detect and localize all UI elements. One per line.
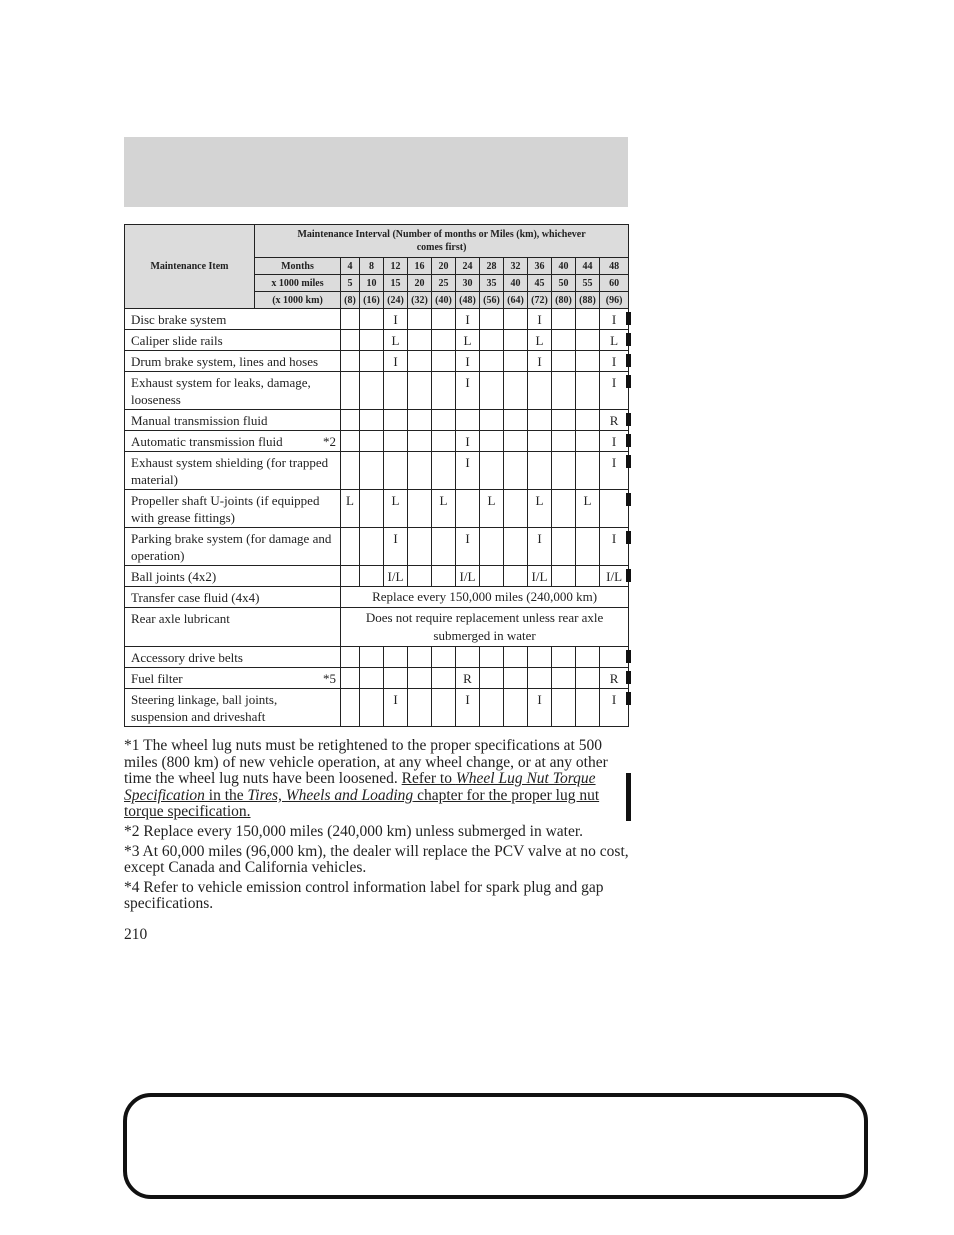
interval-cell — [408, 647, 432, 668]
interval-cell — [552, 647, 576, 668]
months-value: 12 — [384, 258, 408, 275]
maintenance-schedule-table — [124, 224, 629, 727]
revision-bar — [626, 375, 631, 388]
months-value: 32 — [504, 258, 528, 275]
interval-cell: L — [480, 490, 504, 528]
interval-cell: L — [456, 330, 480, 351]
interval-cell — [384, 647, 408, 668]
interval-cell: I — [528, 528, 552, 566]
interval-cell: L — [528, 330, 552, 351]
km-value: (40) — [432, 292, 456, 309]
revision-bar — [626, 493, 631, 506]
interval-cell — [360, 410, 384, 431]
table-row — [125, 452, 629, 490]
km-value: (8) — [341, 292, 360, 309]
footnote-ref: *2 — [323, 434, 336, 449]
km-value: (80) — [552, 292, 576, 309]
interval-cell: I — [456, 431, 480, 452]
interval-cell — [341, 452, 360, 490]
table-row — [125, 528, 629, 566]
interval-cell — [360, 647, 384, 668]
interval-cell — [432, 330, 456, 351]
interval-cell — [504, 351, 528, 372]
maintenance-item-name: Exhaust system shielding (for trapped material) — [125, 452, 341, 490]
table-row — [125, 608, 629, 647]
interval-cell: I — [528, 689, 552, 727]
revision-bar — [626, 671, 631, 684]
interval-cell — [341, 668, 360, 689]
miles-value: 45 — [528, 275, 552, 292]
interval-cell — [504, 431, 528, 452]
interval-cell: L — [384, 490, 408, 528]
section-header-band — [124, 137, 628, 207]
interval-note-cell: Does not require replacement unless rear axle submerged in water — [341, 608, 629, 647]
table-row — [125, 689, 629, 727]
interval-cell — [552, 689, 576, 727]
interval-cell — [384, 372, 408, 410]
miles-value: 20 — [408, 275, 432, 292]
interval-cell — [552, 452, 576, 490]
maintenance-item-header: Maintenance Item — [125, 225, 255, 309]
interval-cell — [504, 490, 528, 528]
interval-cell — [408, 351, 432, 372]
miles-value: 60 — [600, 275, 629, 292]
interval-cell — [408, 490, 432, 528]
interval-cell — [341, 351, 360, 372]
miles-value: 5 — [341, 275, 360, 292]
interval-cell: L — [576, 490, 600, 528]
interval-cell — [576, 566, 600, 587]
interval-cell — [360, 668, 384, 689]
maintenance-item-name: Parking brake system (for damage and operation) — [125, 528, 341, 566]
km-value: (88) — [576, 292, 600, 309]
interval-cell: I/L — [528, 566, 552, 587]
km-label: (x 1000 km) — [255, 292, 341, 309]
revision-bar — [626, 434, 631, 447]
interval-cell — [504, 410, 528, 431]
interval-cell — [341, 410, 360, 431]
interval-cell: I — [456, 372, 480, 410]
km-value: (72) — [528, 292, 552, 309]
interval-cell — [552, 431, 576, 452]
interval-cell: I — [528, 351, 552, 372]
interval-cell — [408, 372, 432, 410]
interval-cell — [480, 668, 504, 689]
interval-cell: L — [341, 490, 360, 528]
interval-cell — [552, 351, 576, 372]
maintenance-item-name: *2 Automatic transmission fluid — [125, 431, 341, 452]
revision-bar — [626, 569, 631, 582]
interval-cell — [528, 372, 552, 410]
table-row — [125, 566, 629, 587]
miles-value: 25 — [432, 275, 456, 292]
km-value: (96) — [600, 292, 629, 309]
interval-cell: I — [384, 689, 408, 727]
interval-cell — [341, 689, 360, 727]
interval-cell: R — [456, 668, 480, 689]
months-label: Months — [255, 258, 341, 275]
interval-cell — [576, 309, 600, 330]
interval-cell — [384, 410, 408, 431]
interval-title-header: Maintenance Interval (Number of months or Miles (km), whichever comes first) — [255, 225, 629, 258]
page-number: 210 — [124, 926, 148, 943]
footnote-4: *4 Refer to vehicle emission control information label for spark plug and gap specifications. — [124, 878, 604, 913]
interval-cell — [384, 668, 408, 689]
table-row — [125, 410, 629, 431]
interval-cell — [360, 351, 384, 372]
revision-bar — [626, 650, 631, 663]
wheel-lug-nut-reference[interactable]: Refer to Wheel Lug Nut Torque Specification in the Tires, Wheels and Loading chapter for the proper lug nut torque specification. — [124, 770, 600, 821]
interval-cell — [408, 330, 432, 351]
maintenance-item-name: Ball joints (4x2) — [125, 566, 341, 587]
maintenance-item-name: *5 Fuel filter — [125, 668, 341, 689]
interval-cell — [504, 668, 528, 689]
revision-bar — [626, 455, 631, 468]
interval-cell — [480, 528, 504, 566]
interval-cell — [504, 528, 528, 566]
interval-cell — [408, 566, 432, 587]
revision-bar — [626, 354, 631, 367]
interval-cell: R — [600, 410, 629, 431]
miles-value: 50 — [552, 275, 576, 292]
interval-cell — [341, 372, 360, 410]
interval-cell — [480, 566, 504, 587]
miles-value: 55 — [576, 275, 600, 292]
maintenance-item-name: Steering linkage, ball joints, suspension and driveshaft — [125, 689, 341, 727]
interval-cell: I/L — [384, 566, 408, 587]
interval-cell — [360, 528, 384, 566]
months-value: 36 — [528, 258, 552, 275]
interval-cell — [408, 309, 432, 330]
interval-cell — [504, 452, 528, 490]
interval-cell — [552, 372, 576, 410]
interval-cell — [480, 410, 504, 431]
interval-note-cell: Replace every 150,000 miles (240,000 km) — [341, 587, 629, 608]
table-row — [125, 351, 629, 372]
interval-cell — [504, 647, 528, 668]
interval-cell — [528, 410, 552, 431]
interval-cell — [480, 351, 504, 372]
footnotes — [124, 738, 630, 916]
footer-rounded-box — [123, 1093, 868, 1199]
interval-cell: L — [384, 330, 408, 351]
interval-cell — [456, 490, 480, 528]
interval-cell — [576, 372, 600, 410]
interval-cell — [432, 566, 456, 587]
revision-bar — [626, 312, 631, 325]
interval-cell — [480, 647, 504, 668]
miles-value: 40 — [504, 275, 528, 292]
footnote-3: *3 At 60,000 miles (96,000 km), the dealer will replace the PCV valve at no cost, except Canada and California vehicles. — [124, 842, 629, 877]
interval-cell — [504, 372, 528, 410]
interval-cell — [576, 410, 600, 431]
interval-cell — [552, 528, 576, 566]
revision-bar — [626, 531, 631, 544]
interval-cell — [360, 452, 384, 490]
interval-cell — [360, 490, 384, 528]
interval-cell — [576, 351, 600, 372]
interval-cell: I — [456, 689, 480, 727]
interval-cell: I — [384, 309, 408, 330]
interval-cell — [480, 431, 504, 452]
interval-cell — [552, 490, 576, 528]
interval-cell — [408, 431, 432, 452]
interval-cell — [384, 431, 408, 452]
maintenance-item-name: Exhaust system for leaks, damage, looseness — [125, 372, 341, 410]
interval-cell — [408, 410, 432, 431]
interval-cell — [480, 689, 504, 727]
interval-cell — [408, 689, 432, 727]
interval-cell: I — [456, 528, 480, 566]
interval-cell — [432, 452, 456, 490]
table-row — [125, 309, 629, 330]
interval-cell — [576, 528, 600, 566]
interval-cell — [432, 689, 456, 727]
interval-cell — [341, 431, 360, 452]
km-value: (32) — [408, 292, 432, 309]
interval-cell — [528, 452, 552, 490]
interval-cell: I — [456, 309, 480, 330]
interval-cell — [432, 351, 456, 372]
months-value: 4 — [341, 258, 360, 275]
interval-cell — [576, 689, 600, 727]
interval-cell: I — [600, 431, 629, 452]
interval-cell: I — [600, 372, 629, 410]
km-value: (64) — [504, 292, 528, 309]
maintenance-item-name: Manual transmission fluid — [125, 410, 341, 431]
interval-cell — [360, 372, 384, 410]
interval-cell — [360, 330, 384, 351]
interval-cell — [360, 689, 384, 727]
maintenance-item-name: Rear axle lubricant — [125, 608, 341, 647]
maintenance-item-name: Propeller shaft U-joints (if equipped with grease fittings) — [125, 490, 341, 528]
interval-cell — [576, 431, 600, 452]
revision-bar — [626, 333, 631, 346]
interval-cell — [480, 330, 504, 351]
interval-cell: I — [528, 309, 552, 330]
interval-cell — [432, 431, 456, 452]
table-row — [125, 330, 629, 351]
table-row — [125, 668, 629, 689]
interval-cell: I — [600, 528, 629, 566]
interval-cell — [528, 431, 552, 452]
interval-cell — [528, 668, 552, 689]
interval-cell — [341, 330, 360, 351]
interval-cell: L — [432, 490, 456, 528]
interval-cell: I — [600, 689, 629, 727]
interval-cell — [360, 431, 384, 452]
km-value: (24) — [384, 292, 408, 309]
interval-cell — [576, 452, 600, 490]
maintenance-item-name: Caliper slide rails — [125, 330, 341, 351]
maintenance-item-name: Transfer case fluid (4x4) — [125, 587, 341, 608]
interval-cell — [432, 372, 456, 410]
miles-value: 10 — [360, 275, 384, 292]
interval-cell — [456, 410, 480, 431]
km-value: (48) — [456, 292, 480, 309]
interval-cell — [576, 647, 600, 668]
interval-cell — [432, 647, 456, 668]
interval-cell — [384, 452, 408, 490]
interval-cell: L — [600, 330, 629, 351]
interval-cell: I/L — [456, 566, 480, 587]
months-value: 48 — [600, 258, 629, 275]
interval-cell — [504, 689, 528, 727]
table-row — [125, 490, 629, 528]
interval-cell: I — [456, 351, 480, 372]
months-value: 20 — [432, 258, 456, 275]
footnote-1: *1 The wheel lug nuts must be retightened to the proper specifications at 500 miles (800 km) of new vehicle operation, at any wheel change, or at any other time the wheel lug nuts have been loosened. Refer to Wheel Lug Nut Torque Specification in the Tires, Wheels and Loading chapter for the proper lug nut torque specification. — [124, 737, 608, 821]
revision-bar — [626, 413, 631, 426]
table-row — [125, 587, 629, 608]
interval-cell — [432, 309, 456, 330]
interval-cell — [576, 330, 600, 351]
revision-bar — [626, 692, 631, 705]
interval-cell — [341, 647, 360, 668]
interval-cell — [552, 668, 576, 689]
interval-cell — [480, 372, 504, 410]
interval-cell: L — [528, 490, 552, 528]
interval-cell — [456, 647, 480, 668]
interval-cell — [341, 566, 360, 587]
km-value: (56) — [480, 292, 504, 309]
interval-cell — [432, 528, 456, 566]
interval-cell — [341, 309, 360, 330]
months-value: 40 — [552, 258, 576, 275]
interval-cell — [552, 309, 576, 330]
table-row — [125, 647, 629, 668]
interval-cell — [480, 309, 504, 330]
footnote-2: *2 Replace every 150,000 miles (240,000 km) unless submerged in water. — [124, 822, 584, 840]
months-value: 44 — [576, 258, 600, 275]
miles-value: 30 — [456, 275, 480, 292]
interval-cell: I — [456, 452, 480, 490]
interval-cell — [360, 566, 384, 587]
months-value: 24 — [456, 258, 480, 275]
interval-cell: R — [600, 668, 629, 689]
interval-cell — [432, 668, 456, 689]
months-value: 16 — [408, 258, 432, 275]
interval-cell — [504, 566, 528, 587]
interval-cell — [432, 410, 456, 431]
interval-cell: I/L — [600, 566, 629, 587]
interval-cell — [408, 528, 432, 566]
months-value: 28 — [480, 258, 504, 275]
interval-cell — [552, 410, 576, 431]
footnote-ref: *5 — [323, 671, 336, 686]
interval-cell — [528, 647, 552, 668]
interval-cell: I — [384, 351, 408, 372]
interval-cell — [504, 330, 528, 351]
interval-cell — [360, 309, 384, 330]
interval-cell — [341, 528, 360, 566]
interval-cell — [408, 668, 432, 689]
miles-value: 35 — [480, 275, 504, 292]
interval-cell — [552, 330, 576, 351]
interval-cell: I — [600, 351, 629, 372]
table-row — [125, 431, 629, 452]
interval-cell — [552, 566, 576, 587]
table-row — [125, 372, 629, 410]
interval-cell: I — [384, 528, 408, 566]
interval-cell — [600, 647, 629, 668]
interval-cell: I — [600, 309, 629, 330]
maintenance-item-name: Drum brake system, lines and hoses — [125, 351, 341, 372]
interval-cell — [480, 452, 504, 490]
km-value: (16) — [360, 292, 384, 309]
interval-cell — [600, 490, 629, 528]
revision-bar — [626, 773, 631, 821]
maintenance-item-name: Accessory drive belts — [125, 647, 341, 668]
months-value: 8 — [360, 258, 384, 275]
maintenance-item-name: Disc brake system — [125, 309, 341, 330]
miles-value: 15 — [384, 275, 408, 292]
miles-label: x 1000 miles — [255, 275, 341, 292]
interval-cell — [504, 309, 528, 330]
interval-cell — [408, 452, 432, 490]
interval-cell — [576, 668, 600, 689]
interval-cell: I — [600, 452, 629, 490]
